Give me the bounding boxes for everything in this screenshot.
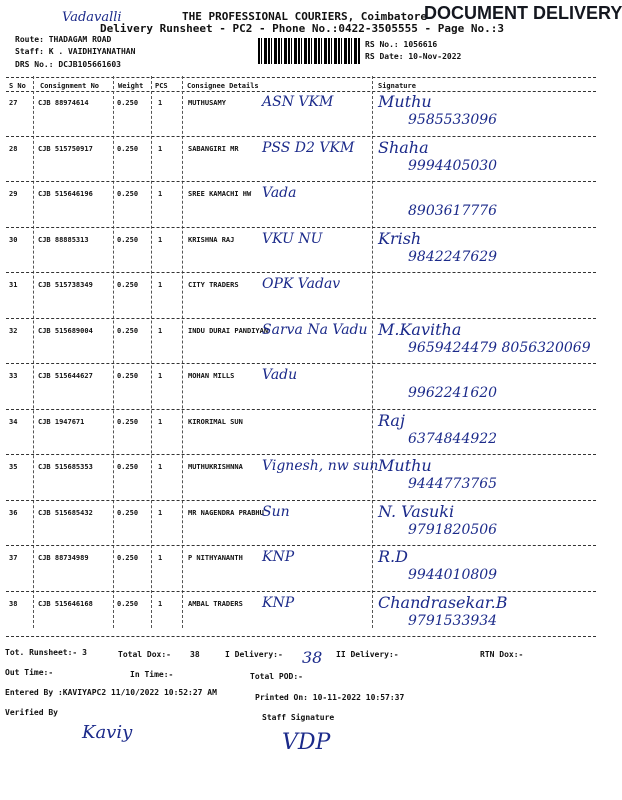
row-divider <box>6 363 596 364</box>
row-weight: 0.250 <box>117 144 139 153</box>
col-consignee: Consignee Details <box>187 82 259 90</box>
i-delivery-value: 38 <box>302 648 323 667</box>
row-consignment-no: CJB 515685432 <box>38 508 93 517</box>
out-time-label: Out Time:- <box>5 668 54 677</box>
row-sno: 38 <box>9 599 18 608</box>
row-consignment-no: CJB 515646196 <box>38 190 93 198</box>
row-signature: Raj <box>378 410 405 430</box>
row-sno: 30 <box>9 235 18 244</box>
row-pcs: 1 <box>158 235 163 244</box>
row-handwritten-note: KNP <box>262 594 295 611</box>
row-consignment-no: CJB 1947671 <box>38 417 85 426</box>
runsheet-title: Delivery Runsheet - PC2 - Phone No.:0422-3505555 - Page No.:3 <box>100 22 504 35</box>
row-handwritten-note: Vada <box>262 185 297 201</box>
row-sno: 28 <box>9 144 18 153</box>
row-consignee-name: INDU DURAI PANDIYAN <box>188 326 269 335</box>
row-consignee-name: KIRORIMAL SUN <box>188 417 243 426</box>
row-divider <box>6 591 596 592</box>
row-phone: 9791820506 <box>408 521 498 538</box>
col-consignment: Consignment No <box>40 82 100 90</box>
row-consignee-name: MUTHUKRISHNNA <box>188 463 243 471</box>
row-pcs: 1 <box>158 417 163 426</box>
row-pcs: 1 <box>158 554 163 562</box>
row-handwritten-note: OPK Vadav <box>262 276 341 292</box>
row-sno: 31 <box>9 281 18 289</box>
row-weight: 0.250 <box>117 599 139 608</box>
row-phone: 9659424479 8056320069 <box>408 339 591 356</box>
row-consignment-no: CJB 515750917 <box>38 144 93 153</box>
row-weight: 0.250 <box>117 99 139 107</box>
row-consignee-name: KRISHNA RAJ <box>188 235 235 244</box>
row-divider <box>6 272 596 273</box>
row-divider <box>6 136 596 137</box>
row-weight: 0.250 <box>117 235 139 244</box>
col-weight: Weight <box>118 82 144 90</box>
route: Route: THADAGAM ROAD <box>15 35 112 44</box>
row-handwritten-note: Sun <box>262 503 290 520</box>
row-pcs: 1 <box>158 463 163 471</box>
col-pcs: PCS <box>155 82 168 90</box>
row-consignee-name: MR NAGENDRA PRABHU <box>188 508 264 517</box>
row-consignee-name: AMBAL TRADERS <box>188 599 243 608</box>
row-phone: 6374844922 <box>408 430 498 447</box>
printed-on: Printed On: 10-11-2022 10:57:37 <box>255 693 405 702</box>
i-delivery-label: I Delivery:- <box>225 650 283 659</box>
rs-number: RS No.: 1056616 <box>365 40 438 49</box>
row-handwritten-note: VKU NU <box>262 230 323 247</box>
row-consignment-no: CJB 88734989 <box>38 554 89 562</box>
row-signature: Krish <box>378 228 422 248</box>
row-consignment-no: CJB 515689004 <box>38 326 93 335</box>
row-consignment-no: CJB 515685353 <box>38 463 93 471</box>
handwritten-top-note: Vadavalli <box>62 10 122 25</box>
row-pcs: 1 <box>158 281 163 289</box>
row-consignment-no: CJB 515644627 <box>38 372 93 380</box>
row-pcs: 1 <box>158 508 163 517</box>
row-sno: 32 <box>9 326 18 335</box>
row-phone: 9994405030 <box>408 157 498 174</box>
row-handwritten-note: KNP <box>262 549 295 565</box>
row-weight: 0.250 <box>117 190 139 198</box>
verified-signature: Kaviy <box>82 722 133 743</box>
entered-by: Entered By :KAVIYAPC2 11/10/2022 10:52:27 AM <box>5 688 217 697</box>
company-name: THE PROFESSIONAL COURIERS, Coimbatore <box>182 10 428 23</box>
total-pod-label: Total POD:- <box>250 672 303 681</box>
row-consignee-name: SREE KAMACHI HW <box>188 190 252 198</box>
staff-name: Staff: K . VAIDHIYANATHAN <box>15 47 136 56</box>
rtn-dox-label: RTN Dox:- <box>480 650 524 659</box>
row-divider <box>6 454 596 455</box>
row-signature: Muthu <box>378 92 432 111</box>
row-weight: 0.250 <box>117 554 139 562</box>
verified-by-label: Verified By <box>5 708 58 717</box>
row-signature: N. Vasuki <box>378 501 455 521</box>
row-phone: 9791533934 <box>408 612 498 629</box>
row-signature: R.D <box>378 547 408 566</box>
row-divider <box>6 545 596 546</box>
document-delivery-banner: DOCUMENT DELIVERY <box>424 3 622 23</box>
row-handwritten-note: Sarva Na Vadu <box>262 321 368 338</box>
row-pcs: 1 <box>158 144 163 153</box>
row-consignment-no: CJB 88885313 <box>38 235 89 244</box>
row-handwritten-note: Vadu <box>262 367 298 383</box>
row-sno: 29 <box>9 190 18 198</box>
row-consignment-no: CJB 515738349 <box>38 281 93 289</box>
row-weight: 0.250 <box>117 463 139 471</box>
row-consignee-name: MUTHUSAMY <box>188 99 226 107</box>
row-sno: 27 <box>9 99 18 107</box>
row-phone: 9962241620 <box>408 385 498 401</box>
header-divider <box>6 77 596 78</box>
row-signature: Muthu <box>378 456 432 475</box>
row-sno: 35 <box>9 463 18 471</box>
row-sno: 34 <box>9 417 18 426</box>
row-phone: 9585533096 <box>408 112 498 128</box>
row-sno: 33 <box>9 372 18 380</box>
staff-signature: VDP <box>282 730 331 755</box>
row-weight: 0.250 <box>117 326 139 335</box>
row-signature: M.Kavitha <box>378 319 462 339</box>
row-handwritten-note: PSS D2 VKM <box>262 139 355 156</box>
row-divider <box>6 409 596 410</box>
row-pcs: 1 <box>158 99 163 107</box>
row-consignee-name: CITY TRADERS <box>188 281 239 289</box>
col-sno: S No <box>9 82 26 90</box>
barcode <box>258 38 360 64</box>
row-divider <box>6 181 596 182</box>
header-divider-bottom <box>6 91 596 92</box>
row-weight: 0.250 <box>117 417 139 426</box>
row-pcs: 1 <box>158 599 163 608</box>
row-weight: 0.250 <box>117 281 139 289</box>
row-pcs: 1 <box>158 372 163 380</box>
row-sno: 37 <box>9 554 18 562</box>
row-phone: 9944010809 <box>408 567 498 583</box>
row-divider <box>6 227 596 228</box>
row-consignee-name: P NITHYANANTH <box>188 554 243 562</box>
row-handwritten-note: ASN VKM <box>262 94 334 110</box>
row-phone: 9842247629 <box>408 248 498 265</box>
row-phone: 9444773765 <box>408 476 498 492</box>
row-signature: Chandrasekar.B <box>378 592 508 612</box>
row-phone: 8903617776 <box>408 203 498 219</box>
ii-delivery-label: II Delivery:- <box>336 650 399 659</box>
row-consignment-no: CJB 515646168 <box>38 599 93 608</box>
row-handwritten-note: Vignesh, nw sun <box>262 458 379 474</box>
row-signature: Shaha <box>378 137 429 157</box>
row-consignee-name: MOHAN MILLS <box>188 372 235 380</box>
row-weight: 0.250 <box>117 508 139 517</box>
total-dox-value: 38 <box>190 650 200 659</box>
row-pcs: 1 <box>158 190 163 198</box>
row-divider <box>6 636 596 637</box>
row-divider <box>6 500 596 501</box>
in-time-label: In Time:- <box>130 670 174 679</box>
row-sno: 36 <box>9 508 18 517</box>
row-divider <box>6 318 596 319</box>
tot-runsheet: Tot. Runsheet:- 3 <box>5 648 87 657</box>
total-dox-label: Total Dox:- <box>118 650 171 659</box>
row-consignee-name: SABANGIRI MR <box>188 144 239 153</box>
col-signature: Signature <box>378 82 416 90</box>
row-pcs: 1 <box>158 326 163 335</box>
staff-signature-label: Staff Signature <box>262 713 335 722</box>
rs-date: RS Date: 10-Nov-2022 <box>365 52 462 61</box>
drs-number: DRS No.: DCJB105661603 <box>15 60 121 69</box>
row-weight: 0.250 <box>117 372 139 380</box>
row-consignment-no: CJB 88974614 <box>38 99 89 107</box>
